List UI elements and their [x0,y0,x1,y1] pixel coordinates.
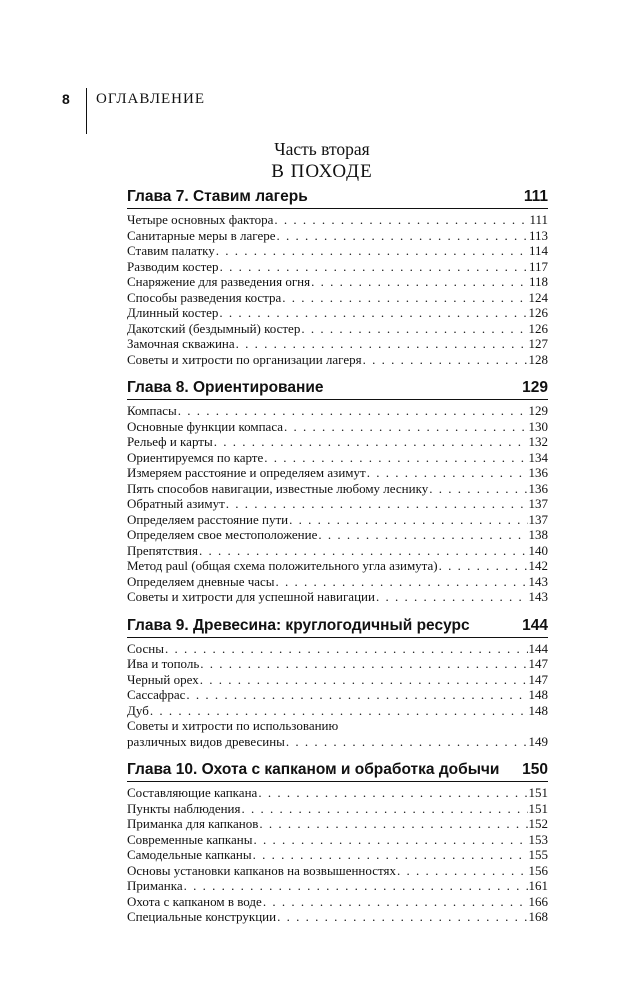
toc-entry-title: Снаряжение для разведения огня [127,274,311,289]
toc-entry-line: Советы и хитрости по использованию [127,718,339,733]
header-vertical-rule [86,88,87,134]
toc-entry[interactable] [127,336,548,352]
toc-entry[interactable] [127,816,548,832]
part-heading [0,138,644,184]
toc-entry[interactable] [127,512,548,528]
toc-entry-title: Определяем дневные часы [127,573,275,589]
toc-entry-title: Современные капканы [127,831,253,847]
part-label: Часть вторая [274,139,370,159]
toc-entry[interactable] [127,543,548,559]
toc-entry-page: 138 [528,527,548,542]
toc-entry-title: Ориентируемся по карте [127,449,264,465]
toc-entry-page: 147 [528,671,548,687]
dot-leader [200,656,527,672]
toc-entry[interactable] [127,801,548,817]
toc-entry-page: 151 [528,800,548,816]
chapter-section [127,615,548,750]
chapter-page: 150 [522,761,548,778]
dot-leader [214,434,528,450]
dot-leader [318,527,527,543]
toc-entry-page: 152 [528,816,548,831]
toc-entry-title: Основные функции компаса [127,418,284,434]
dot-leader [277,909,527,925]
toc-entry-page: 136 [528,465,548,480]
toc-entry-title: Самодельные капканы [127,847,252,862]
toc-entry[interactable] [127,403,548,419]
dot-leader [276,574,528,590]
toc-entry[interactable] [127,212,548,228]
dot-leader [274,212,528,228]
toc-entry-page: 148 [528,702,548,718]
toc-entry-page: 137 [528,496,548,511]
toc-entry-page: 137 [528,511,548,527]
toc-entry-title: Пункты наблюдения [127,800,241,816]
toc-entry[interactable] [127,259,548,275]
dot-leader [200,672,528,688]
part-title: В ПОХОДЕ [271,161,373,182]
toc-entry-page: 136 [528,480,548,496]
dot-leader [397,863,528,879]
toc-entry-title: Определяем расстояние пути [127,511,289,527]
chapter-page: 129 [522,379,548,396]
toc-entry-page: 114 [528,243,548,258]
toc-entry-page: 143 [528,573,548,589]
chapter-entries [127,403,548,605]
running-title: ОГЛАВЛЕНИЕ [96,91,205,107]
dot-leader [226,496,528,512]
toc-entry-title: Ставим палатку [127,243,215,258]
toc-entry-title: Способы разведения костра [127,289,282,305]
chapter-heading[interactable] [127,759,548,782]
toc-entry-title: различных видов древесины [127,733,285,749]
toc-entry[interactable] [127,290,548,306]
chapter-heading[interactable] [127,186,548,209]
toc-entry-title: Охота с капканом в воде [127,893,262,909]
toc-entry-page: 127 [528,336,548,351]
toc-entry-page: 129 [528,403,548,418]
toc-entry[interactable] [127,734,548,750]
chapter-heading[interactable] [127,615,548,638]
chapter-heading[interactable] [127,377,548,400]
dot-leader [259,816,527,832]
dot-leader [282,290,527,306]
toc-entry-title: Советы и хитрости для успешной навигации [127,589,375,604]
toc-entry[interactable] [127,450,548,466]
dot-leader [289,512,527,528]
chapter-section [127,377,548,605]
chapter-page: 144 [522,616,548,634]
chapter-page: 111 [523,188,548,205]
toc-entry[interactable] [127,847,548,863]
toc-entry[interactable] [127,878,548,894]
toc-entry-title: Определяем свое местоположение [127,527,318,542]
toc-entry-title: Разводим костер [127,258,219,274]
toc-entry-title: Длинный костер [127,305,219,320]
toc-entry-page: 126 [528,305,548,320]
toc-entry-title: Рельеф и карты [127,434,213,449]
dot-leader [184,878,528,894]
toc-entry[interactable] [127,527,548,543]
toc-entry[interactable] [127,481,548,497]
toc-entry-page: 134 [528,449,548,465]
dot-leader [284,419,527,435]
toc-entry-page: 142 [528,558,548,573]
toc-entry-page: 144 [528,640,548,656]
chapter-title: Глава 10. Охота с капканом и обработка добычи [127,761,500,778]
toc-entry-page: 166 [528,893,548,909]
toc-entry-page: 117 [528,258,548,274]
toc-entry-title: Замочная скважина [127,336,235,351]
dot-leader [376,589,528,605]
toc-entry-title: Обратный азимут [127,496,225,511]
chapter-section [127,186,548,367]
toc-entry-title: Сассафрас [127,687,186,702]
dot-leader [263,894,528,910]
toc-entry-page: 143 [528,589,548,604]
dot-leader [258,785,527,801]
toc-entry[interactable] [127,909,548,925]
dot-leader [165,641,528,657]
toc-entry[interactable] [127,894,548,910]
toc-entry-title: Пять способов навигации, известные любому леснику [127,480,429,496]
toc-entry-title: Четыре основных фактора [127,212,274,227]
dot-leader [301,321,527,337]
toc-entry-title: Препятствия [127,542,198,558]
toc-entry[interactable] [127,496,548,512]
toc-entry-page: 155 [528,847,548,862]
chapter-entries [127,641,548,750]
toc-entry[interactable] [127,641,548,657]
chapter-title: Глава 7. Ставим лагерь [127,188,308,205]
toc-entry-title: Советы и хитрости по организации лагеря [127,351,362,367]
toc-entry[interactable] [127,274,548,290]
toc-entry[interactable] [127,419,548,435]
toc-entry[interactable] [127,228,548,244]
toc-entry-title: Составляющие капкана [127,785,258,800]
dot-leader [242,801,528,817]
toc-entry-page: 126 [528,320,548,336]
toc-entry-title: Специальные конструкции [127,909,277,924]
toc-entry-title: Сосны [127,640,164,656]
toc-entry[interactable] [127,305,548,321]
toc-entry[interactable] [127,656,548,672]
toc-entry-title: Ива и тополь [127,656,200,671]
toc-entry-page: 151 [528,785,548,800]
dot-leader [150,703,528,719]
toc-entry[interactable] [127,321,548,337]
toc-entry[interactable] [127,574,548,590]
dot-leader [219,305,527,321]
toc-entry-page: 153 [528,831,548,847]
toc-entry[interactable] [127,558,548,574]
toc-entry[interactable] [127,589,548,605]
dot-leader [429,481,527,497]
toc-entry-title: Измеряем расстояние и определяем азимут [127,465,366,480]
toc-entry-page: 124 [528,289,548,305]
dot-leader [311,274,528,290]
page-number: 8 [62,91,70,107]
dot-leader [277,228,528,244]
toc-entry-page: 148 [528,687,548,702]
dot-leader [216,243,528,259]
dot-leader [439,558,528,574]
toc-entry-page: 113 [528,227,548,243]
chapter-section [127,759,548,925]
toc-entry-title: Санитарные меры в лагере [127,227,276,243]
chapter-title: Глава 9. Древесина: круглогодичный ресурс [127,616,470,634]
dot-leader [236,336,528,352]
toc-entry-page: 156 [528,862,548,878]
toc-entry-page: 168 [528,909,548,924]
dot-leader [286,734,528,750]
toc-entry[interactable] [127,243,548,259]
toc-entry[interactable] [127,863,548,879]
toc-entry[interactable] [127,672,548,688]
toc-entry-title: Дуб [127,702,149,718]
toc-entry-page: 149 [528,733,548,749]
dot-leader [367,465,528,481]
table-of-contents [127,186,548,935]
toc-entry[interactable] [127,434,548,450]
dot-leader [178,403,528,419]
toc-entry-page: 128 [528,351,548,367]
toc-entry-title: Черный орех [127,671,199,687]
toc-entry[interactable] [127,832,548,848]
toc-entry-page: 147 [528,656,548,671]
chapter-entries [127,785,548,925]
toc-entry[interactable] [127,785,548,801]
toc-entry-title: Метод paul (общая схема положительного угла азимута) [127,558,438,573]
toc-entry-page: 130 [528,418,548,434]
toc-entry-page: 111 [529,212,548,227]
toc-entry-title: Приманка [127,878,183,893]
toc-entry-title: Дакотский (бездымный) костер [127,320,301,336]
chapter-title: Глава 8. Ориентирование [127,379,324,396]
toc-entry-title: Приманка для капканов [127,816,259,831]
toc-entry-title: Компасы [127,403,177,418]
toc-entry[interactable] [127,703,548,719]
dot-leader [254,832,528,848]
toc-entry[interactable] [127,687,548,703]
toc-entry[interactable] [127,465,548,481]
dot-leader [220,259,528,275]
toc-entry-page: 118 [528,274,548,289]
toc-entry[interactable] [127,352,548,368]
toc-entry-page: 140 [528,542,548,558]
toc-entry-page: 132 [528,434,548,449]
toc-entry-page: 161 [528,878,548,893]
dot-leader [363,352,528,368]
dot-leader [186,687,527,703]
dot-leader [264,450,527,466]
dot-leader [253,847,528,863]
dot-leader [199,543,528,559]
chapter-entries [127,212,548,367]
toc-entry-title: Основы установки капканов на возвышенностях [127,862,396,878]
